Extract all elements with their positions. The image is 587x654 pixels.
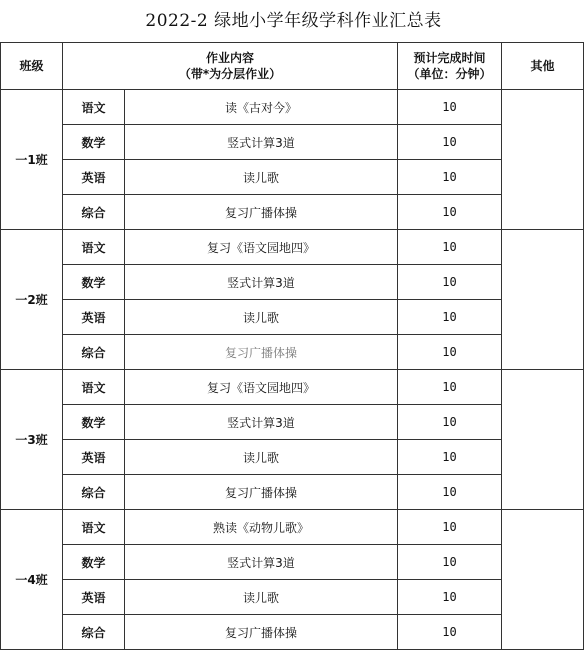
page-title: 2022-2 绿地小学年级学科作业汇总表 — [145, 11, 442, 31]
table-row — [1, 195, 584, 230]
other-cell — [502, 510, 584, 650]
header-content-line1: 作业内容 — [205, 51, 254, 65]
content-cell: 复习广播体操 — [125, 335, 398, 370]
subject-cell: 语文 — [63, 370, 125, 405]
class-name: 一4班 — [1, 510, 63, 650]
subject-cell: 数学 — [63, 265, 125, 300]
header-content-line2: （带*为分层作业） — [178, 67, 282, 81]
table-row — [1, 90, 584, 125]
time-cell: 10 — [398, 90, 502, 125]
content-cell: 竖式计算3道 — [125, 545, 398, 580]
table-row — [1, 335, 584, 370]
time-cell: 10 — [398, 125, 502, 160]
subject-cell: 英语 — [63, 300, 125, 335]
content-cell: 竖式计算3道 — [125, 265, 398, 300]
header-time — [398, 43, 502, 90]
table-row — [1, 545, 584, 580]
table-row — [1, 615, 584, 650]
time-cell: 10 — [398, 510, 502, 545]
header-time-line2: （单位：分钟） — [407, 67, 492, 81]
header-other: 其他 — [502, 43, 584, 90]
subject-cell: 英语 — [63, 440, 125, 475]
subject-cell: 综合 — [63, 615, 125, 650]
subject-cell: 数学 — [63, 405, 125, 440]
subject-cell: 数学 — [63, 125, 125, 160]
table-row — [1, 300, 584, 335]
header-class: 班级 — [1, 43, 63, 90]
table-row — [1, 125, 584, 160]
subject-cell: 英语 — [63, 160, 125, 195]
subject-cell: 综合 — [63, 335, 125, 370]
table-header-row — [1, 43, 584, 90]
time-cell: 10 — [398, 580, 502, 615]
time-cell: 10 — [398, 160, 502, 195]
time-cell: 10 — [398, 545, 502, 580]
subject-cell: 综合 — [63, 195, 125, 230]
content-cell: 读儿歌 — [125, 580, 398, 615]
time-cell: 10 — [398, 440, 502, 475]
table-row — [1, 405, 584, 440]
content-cell: 复习广播体操 — [125, 475, 398, 510]
content-cell: 读《古对今》 — [125, 90, 398, 125]
subject-cell: 语文 — [63, 90, 125, 125]
content-cell: 读儿歌 — [125, 300, 398, 335]
subject-cell: 数学 — [63, 545, 125, 580]
time-cell: 10 — [398, 195, 502, 230]
time-cell: 10 — [398, 370, 502, 405]
other-cell — [502, 230, 584, 370]
subject-cell: 语文 — [63, 230, 125, 265]
time-cell: 10 — [398, 300, 502, 335]
time-cell: 10 — [398, 335, 502, 370]
table-row — [1, 265, 584, 300]
content-cell: 竖式计算3道 — [125, 125, 398, 160]
subject-cell: 语文 — [63, 510, 125, 545]
other-cell — [502, 90, 584, 230]
header-content — [63, 43, 398, 90]
class-name: 一1班 — [1, 90, 63, 230]
subject-cell: 综合 — [63, 475, 125, 510]
class-name: 一2班 — [1, 230, 63, 370]
time-cell: 10 — [398, 265, 502, 300]
content-cell: 读儿歌 — [125, 440, 398, 475]
table-row — [1, 580, 584, 615]
table-row — [1, 370, 584, 405]
time-cell: 10 — [398, 475, 502, 510]
table-row — [1, 230, 584, 265]
content-cell: 熟读《动物儿歌》 — [125, 510, 398, 545]
homework-table — [0, 42, 584, 650]
time-cell: 10 — [398, 405, 502, 440]
content-cell: 读儿歌 — [125, 160, 398, 195]
table-row — [1, 440, 584, 475]
table-row — [1, 160, 584, 195]
time-cell: 10 — [398, 230, 502, 265]
content-cell: 竖式计算3道 — [125, 405, 398, 440]
class-name: 一3班 — [1, 370, 63, 510]
content-cell: 复习广播体操 — [125, 615, 398, 650]
table-row — [1, 510, 584, 545]
table-row — [1, 475, 584, 510]
time-cell: 10 — [398, 615, 502, 650]
subject-cell: 英语 — [63, 580, 125, 615]
content-cell: 复习《语文园地四》 — [125, 230, 398, 265]
content-cell: 复习广播体操 — [125, 195, 398, 230]
content-cell: 复习《语文园地四》 — [125, 370, 398, 405]
other-cell — [502, 370, 584, 510]
header-time-line1: 预计完成时间 — [413, 51, 486, 65]
